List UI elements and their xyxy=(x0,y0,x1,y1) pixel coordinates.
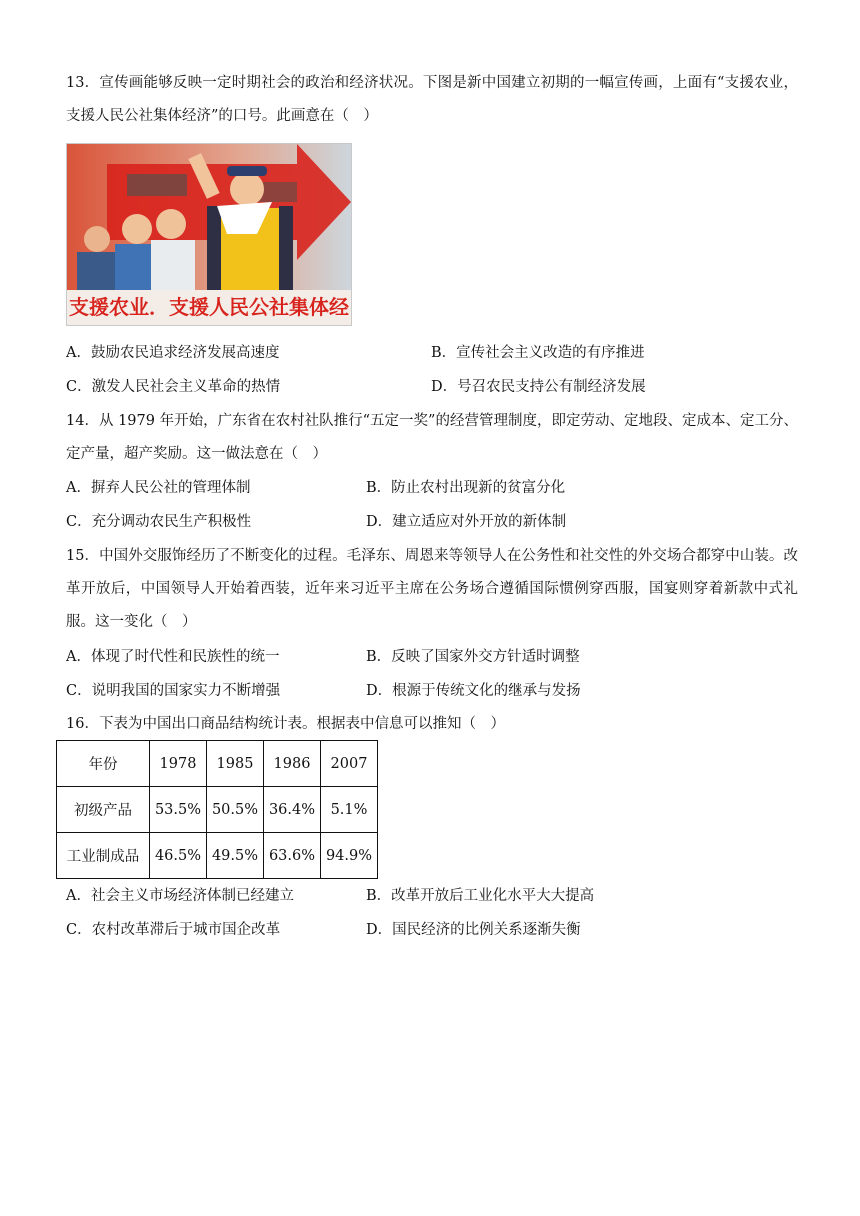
table-cell: 年份 xyxy=(57,741,150,787)
question-16-stem: 16．下表为中国出口商品结构统计表。根据表中信息可以推知（ ） xyxy=(66,716,505,732)
table-cell: 1985 xyxy=(207,741,264,787)
export-structure-table xyxy=(56,740,378,879)
question-15-stem: 15．中国外交服饰经历了不断变化的过程。毛泽东、周恩来等领导人在公务性和社交性的外交场合都穿中山装。改革开放后，中国领导人开始着西装，近年来习近平主席在公务场合遵循国际惯例穿西服，国宴则穿着新款中式礼服。这一变化（ ） xyxy=(66,548,798,630)
propaganda-poster-image xyxy=(66,143,352,326)
table-header-row xyxy=(57,741,378,787)
q13-option-a: A．鼓励农民追求经济发展高速度 xyxy=(66,345,280,361)
question-13-stem: 13．宣传画能够反映一定时期社会的政治和经济状况。下图是新中国建立初期的一幅宣传画，上面有“支援农业，支援人民公社集体经济”的口号。此画意在（ ） xyxy=(66,75,798,124)
q13-option-d: D．号召农民支持公有制经济发展 xyxy=(431,379,646,395)
table-cell: 94.9% xyxy=(321,833,378,879)
table-cell: 36.4% xyxy=(264,787,321,833)
q16-option-c: C．农村改革滞后于城市国企改革 xyxy=(66,922,281,938)
q13-option-b: B．宣传社会主义改造的有序推进 xyxy=(431,345,645,361)
q15-option-b: B．反映了国家外交方针适时调整 xyxy=(366,649,580,665)
table-cell: 1978 xyxy=(150,741,207,787)
question-14 xyxy=(66,405,798,471)
question-13 xyxy=(66,67,798,133)
table-cell: 1986 xyxy=(264,741,321,787)
q14-option-c: C．充分调动农民生产积极性 xyxy=(66,514,252,530)
table-cell: 初级产品 xyxy=(57,787,150,833)
table-row xyxy=(57,787,378,833)
table-cell: 49.5% xyxy=(207,833,264,879)
question-14-stem: 14．从 1979 年开始，广东省在农村社队推行“五定一奖”的经营管理制度，即定劳动、定地段、定成本、定工分、定产量，超产奖励。这一做法意在（ ） xyxy=(66,413,798,462)
table-cell: 63.6% xyxy=(264,833,321,879)
q14-option-b: B．防止农村出现新的贫富分化 xyxy=(366,480,566,496)
poster-caption: 支援农业．支援人民公社集体经 xyxy=(67,290,351,325)
q15-option-a: A．体现了时代性和民族性的统一 xyxy=(66,649,280,665)
q13-option-c: C．激发人民社会主义革命的热情 xyxy=(66,379,281,395)
q16-option-d: D．国民经济的比例关系逐渐失衡 xyxy=(366,922,581,938)
q14-option-a: A．摒弃人民公社的管理体制 xyxy=(66,480,251,496)
question-15 xyxy=(66,540,798,639)
table-cell: 53.5% xyxy=(150,787,207,833)
poster-illustration xyxy=(67,144,351,290)
q15-option-d: D．根源于传统文化的继承与发扬 xyxy=(366,683,581,699)
q15-option-c: C．说明我国的国家实力不断增强 xyxy=(66,683,281,699)
table-cell: 50.5% xyxy=(207,787,264,833)
q16-option-b: B．改革开放后工业化水平大大提高 xyxy=(366,888,595,904)
q14-option-d: D．建立适应对外开放的新体制 xyxy=(366,514,567,530)
table-cell: 2007 xyxy=(321,741,378,787)
table-cell: 46.5% xyxy=(150,833,207,879)
table-cell: 5.1% xyxy=(321,787,378,833)
table-row xyxy=(57,833,378,879)
q16-option-a: A．社会主义市场经济体制已经建立 xyxy=(66,888,294,904)
table-cell: 工业制成品 xyxy=(57,833,150,879)
